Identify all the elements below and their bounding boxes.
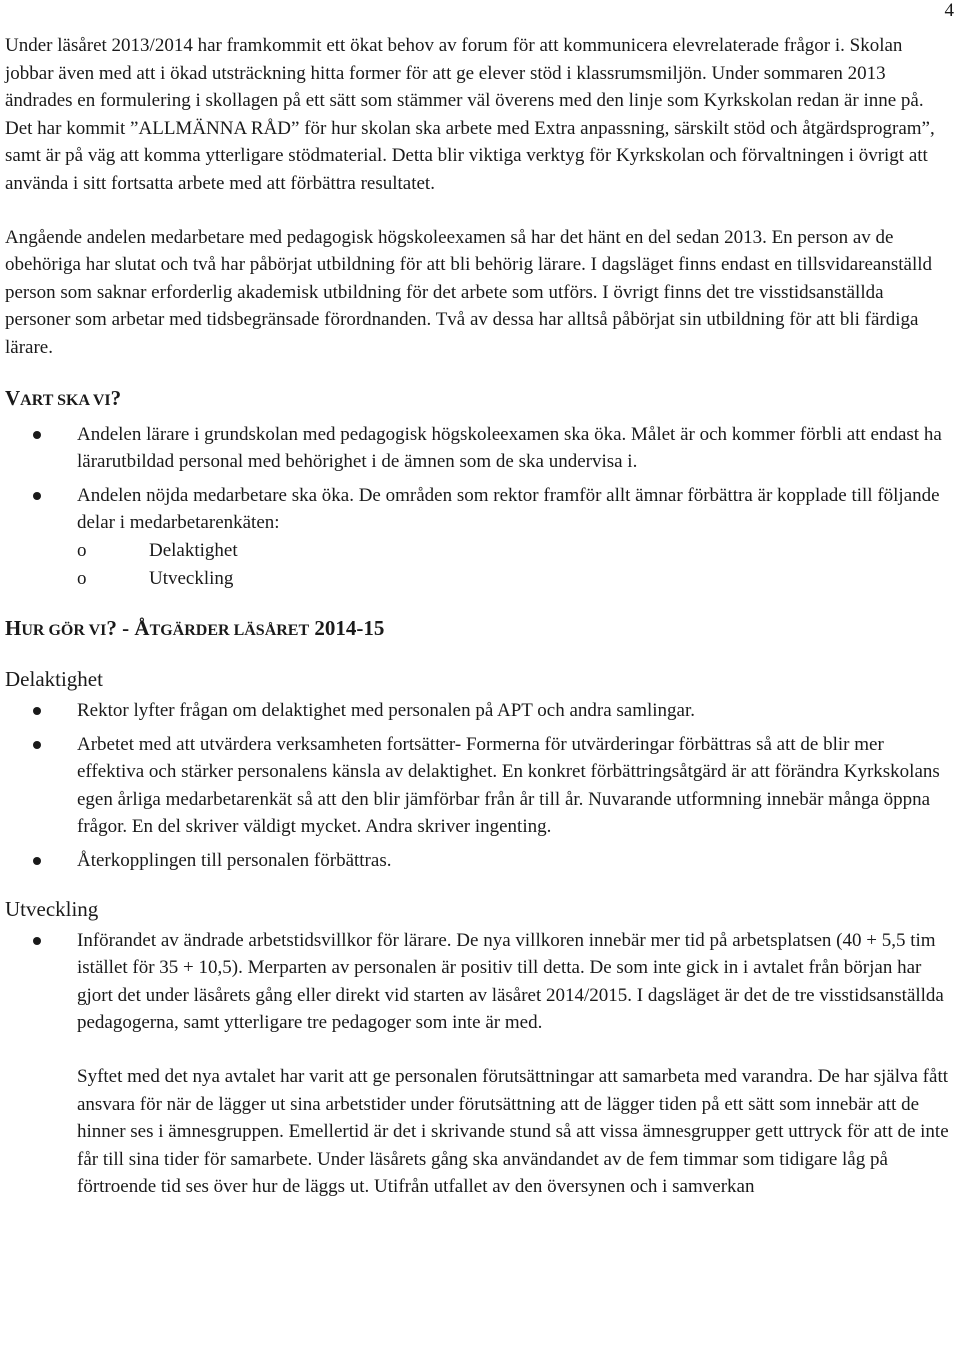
list-item	[5, 421, 953, 476]
hur-heading-mid: ? - Å	[106, 616, 150, 641]
staff-paragraph: Angående andelen medarbetare med pedagogisk högskoleexamen så har det hänt en del sedan 2013. En person av de obehöriga har slutat och två har påbörjat utbildning för att bli behörig lärare. I dagsläget finns endast en tillsvidareanställd person som saknar erforderlig akademisk utbildning för det arbete som utförs. I övrigt finns det tre visstidsanställda personer som arbetar med tidsbegränsade förordnanden. Två av dessa har alltså påbörjat sin utbildning för att bli färdiga lärare.	[5, 226, 933, 358]
sub-list-item-text: Utveckling	[149, 567, 234, 589]
circle-bullet-icon: o	[77, 567, 87, 589]
bullet-icon	[33, 431, 41, 439]
bullet-icon	[33, 492, 41, 500]
vart-heading-end: ?	[110, 385, 122, 410]
hur-heading-initial: H	[5, 616, 22, 641]
list-item-text: Arbetet med att utvärdera verksamheten fortsätter- Formerna för utvärderingar förbättras så att de blir mer effektiva och stärker personalens känsla av delaktighet. En konkret förbättringsåtgärd är att förändra Kyrkskolans egen årliga medarbetarenkät så att den blir jämförbar från år till år. Nuvarande utformning innebär många öppna frågor. En del skriver väldigt mycket. Andra skriver ingenting.	[77, 733, 940, 838]
list-item	[5, 482, 953, 592]
vart-heading-rest: ART SKA VI	[20, 391, 111, 409]
hur-heading-rest: UR GÖR VI	[21, 622, 107, 640]
closing-paragraph: Syftet med det nya avtalet har varit att ge personalen förutsättningar att samarbeta med varandra. De har själva fått ansvara för när de lägger ut sina arbetstider under förutsättning att de lägger tiden på ett sätt som innebär att de hinner ses i ämnesgruppen. Emellertid är det i skrivande stund så att vissa ämnesgrupper gett uttryck för att de inte får till sina tider för samarbete. Under läsårets gång ska användandet av de fem timmar som tidigare låg på förtroende tid ses över hur de läggs ut. Utifrån utfallet av den översynen och i samverkan	[77, 1066, 949, 1198]
sub-list-item	[77, 537, 953, 565]
page-number: 4	[944, 0, 954, 21]
utveckling-heading: Utveckling	[5, 896, 99, 921]
list-item	[5, 927, 953, 1037]
utveckling-bullet-list	[5, 927, 953, 1037]
hur-heading-end: 2014-15	[309, 616, 385, 641]
sub-list	[77, 537, 953, 592]
list-item	[5, 847, 953, 875]
bullet-icon	[33, 937, 41, 945]
vart-bullet-list	[5, 421, 953, 593]
delaktighet-bullet-list	[5, 697, 953, 875]
bullet-icon	[33, 741, 41, 749]
vart-ska-vi-heading	[5, 384, 953, 415]
bullet-icon	[33, 857, 41, 865]
sub-list-item-text: Delaktighet	[149, 539, 238, 561]
list-item-text: Andelen nöjda medarbetare ska öka. De områden som rektor framför allt ämnar förbättra är kopplade till följande delar i medarbetarenkäten:	[77, 484, 940, 534]
list-item	[5, 697, 953, 725]
document-page	[5, 32, 953, 1201]
circle-bullet-icon: o	[77, 539, 87, 561]
vart-heading-initial: V	[5, 385, 21, 410]
sub-list-item	[77, 565, 953, 593]
list-item-text: Rektor lyfter frågan om delaktighet med personalen på APT och andra samlingar.	[77, 700, 696, 722]
intro-paragraph: Under läsåret 2013/2014 har framkommit ett ökat behov av forum för att kommunicera elevrelaterade frågor i. Skolan jobbar även med att i ökad utsträckning hitta former för att ge elever stöd i klassrumsmiljön. Under sommaren 2013 ändrades en formulering i skollagen på ett sätt som stämmer väl överens med den linje som Kyrkskolan redan är inne på. Det har kommit ”ALLMÄNNA RÅD” för hur skolan ska arbete med Extra anpassning, särskilt stöd och åtgärdsprogram”, samt är på väg att komma ytterligare stödmaterial. Detta blir viktiga verktyg för Kyrkskolan och förvaltningen i övrigt att använda i sitt fortsatta arbete med att förbättra resultatet.	[5, 35, 935, 194]
list-item-text: Andelen lärare i grundskolan med pedagogisk högskoleexamen ska öka. Målet är och kommer förbli att endast ha lärarutbildad personal med behörighet i de ämnen som de ska undervisa i.	[77, 423, 942, 473]
bullet-icon	[33, 707, 41, 715]
list-item-text: Återkopplingen till personalen förbättras.	[77, 850, 392, 872]
delaktighet-heading: Delaktighet	[5, 667, 103, 692]
hur-gor-vi-heading	[5, 614, 953, 645]
list-item	[5, 731, 953, 841]
hur-heading-rest2: TGÄRDER LÄSÅRET	[149, 622, 310, 640]
list-item-text: Införandet av ändrade arbetstidsvillkor för lärare. De nya villkoren innebär mer tid på arbetsplatsen (40 + 5,5 tim istället för 35 + 10,5). Merparten av personalen är positiv till detta. De som inte gick in i avtalet från början har gjort det under läsårets gång eller direkt vid starten av läsåret 2014/2015. I dagsläget är det de tre visstidsanställda pedagogerna, samt ytterligare tre pedagoger som inte är med.	[77, 929, 944, 1034]
